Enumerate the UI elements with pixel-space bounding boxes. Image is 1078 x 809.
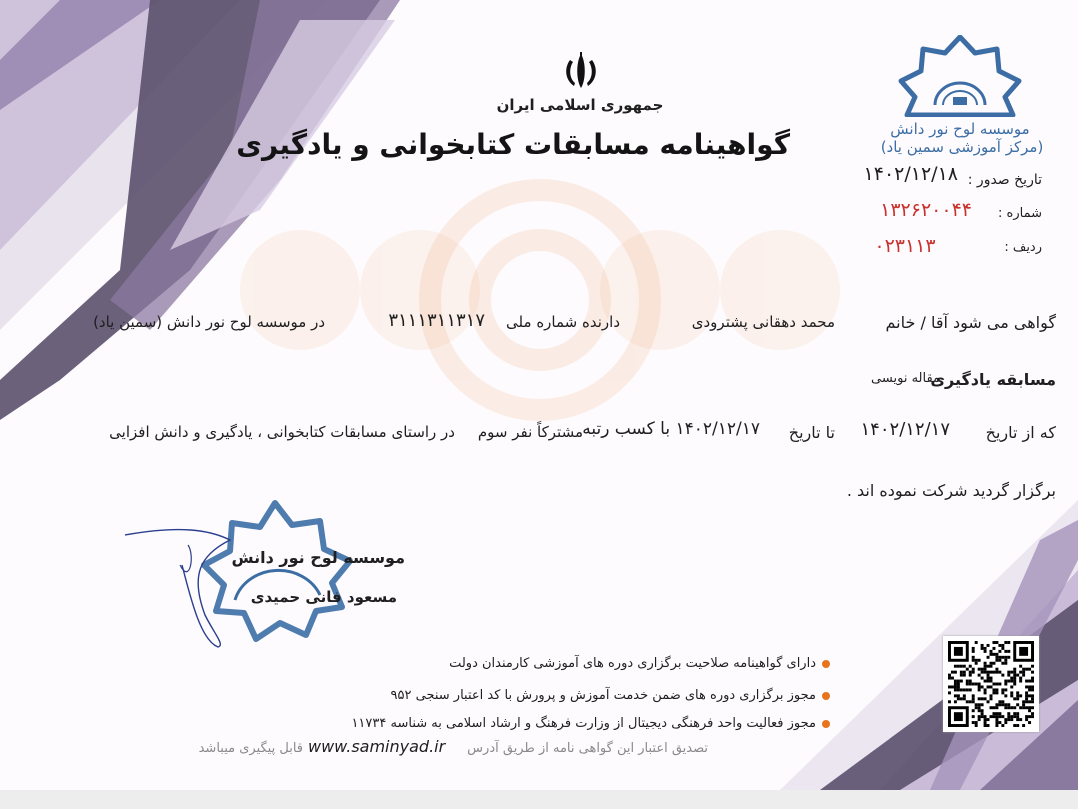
competition-label: مسابقه یادگیری xyxy=(930,370,1056,389)
row-label: ردیف : xyxy=(1004,240,1042,255)
from-date-value: ۱۴۰۲/۱۲/۱۷ xyxy=(860,419,950,440)
national-id-value: ۳۱۱۱۳۱۱۳۱۷ xyxy=(388,310,485,331)
closing-text: برگزار گردید شرکت نموده اند . xyxy=(846,481,1056,500)
country-name: جمهوری اسلامی ایران xyxy=(496,96,664,114)
bullet-icon xyxy=(822,692,830,700)
row-value: ۰۲۳۱۱۳ xyxy=(874,235,936,257)
issue-date-value: ۱۴۰۲/۱۲/۱۸ xyxy=(863,163,958,185)
bottom-strip xyxy=(0,790,1078,809)
signature-org: موسسه لوح نور دانش xyxy=(231,548,405,567)
rank-value: مشترکاً نفر سوم xyxy=(477,423,583,441)
qr-pattern xyxy=(948,641,1034,727)
certificate-title: گواهینامه مسابقات کتابخوانی و یادگیری xyxy=(236,128,790,161)
institute-phrase: در موسسه لوح نور دانش (سمین یاد) xyxy=(93,313,325,331)
competition-value: مقاله نویسی xyxy=(871,371,940,386)
person-name: محمد دهقانی پشترودی xyxy=(691,313,835,331)
bullet-item: مجوز فعالیت واحد فرهنگی دیجیتال از وزارت فرهنگ و ارشاد اسلامی به شناسه ۱۱۷۳۴ xyxy=(325,716,830,731)
number-value: ۱۳۲۶۲۰۰۴۴ xyxy=(880,199,972,221)
national-id-label: دارنده شماره ملی xyxy=(506,313,620,331)
star-logo-icon xyxy=(895,35,1025,117)
from-date-label: که از تاریخ xyxy=(985,423,1056,442)
qr-code-icon xyxy=(943,636,1039,732)
to-date-phrase: ۱۴۰۲/۱۲/۱۷ با کسب رتبه xyxy=(582,419,760,439)
verify-prefix: تصدیق اعتبار این گواهی نامه از طریق آدرس xyxy=(467,741,708,756)
institute-subname: (مرکز آموزشی سمین یاد) xyxy=(880,138,1044,156)
institute-name: موسسه لوح نور دانش xyxy=(890,120,1030,138)
signature-name: مسعود فانی حمیدی xyxy=(250,588,397,606)
bullet-icon xyxy=(822,660,830,668)
to-date-label: تا تاریخ xyxy=(788,423,835,442)
stamp-icon xyxy=(120,495,440,655)
bullet-icon xyxy=(822,720,830,728)
verify-url[interactable]: www.saminyad.ir xyxy=(308,737,446,756)
iran-emblem-icon xyxy=(560,50,602,92)
verify-suffix: قابل پیگیری میباشد xyxy=(198,741,303,756)
bullet-item: مجوز برگزاری دوره های ضمن خدمت آموزش و پرورش با کد اعتبار سنجی ۹۵۲ xyxy=(380,688,830,703)
purpose-text: در راستای مسابقات کتابخوانی ، یادگیری و دانش افزایی xyxy=(109,423,455,441)
issue-date-label: تاریخ صدور : xyxy=(967,172,1042,188)
bullet-item: دارای گواهینامه صلاحیت برگزاری دوره های آموزشی کارمندان دولت xyxy=(430,656,830,671)
number-label: شماره : xyxy=(998,206,1042,221)
certify-prefix: گواهی می شود آقا / خانم xyxy=(885,313,1056,332)
